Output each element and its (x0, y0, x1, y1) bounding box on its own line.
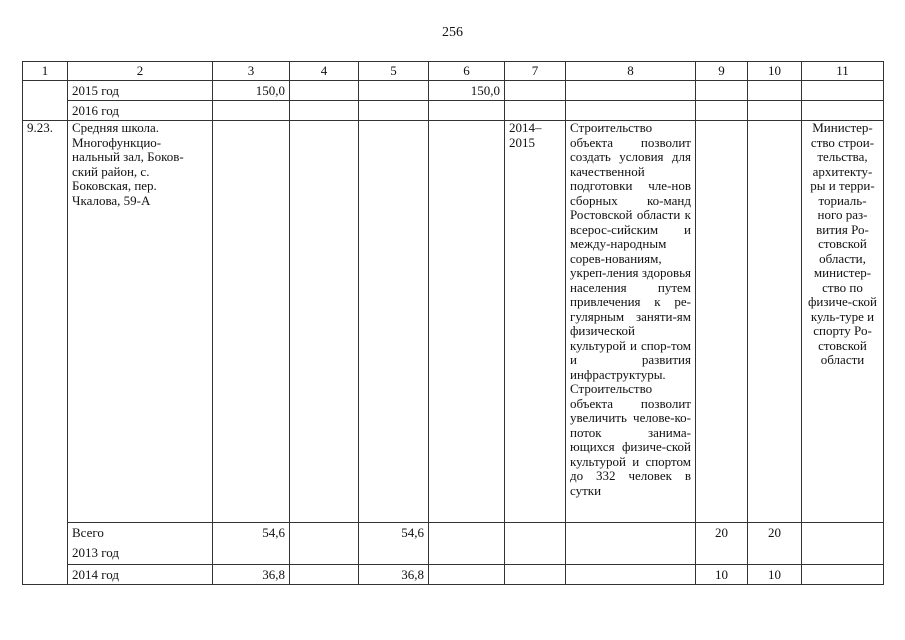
row-label: 2016 год (68, 101, 213, 121)
col-header: 5 (359, 62, 429, 81)
row-label: 2015 год (68, 81, 213, 101)
col-header: 9 (696, 62, 748, 81)
object-name: Средняя школа. Многофункцио-нальный зал, Боков-ский район, с. Боковская, пер. Чкалова, 59-А (68, 121, 213, 523)
col-header: 1 (23, 62, 68, 81)
row-label: 2013 год (72, 545, 119, 560)
period-cell: 2014–2015 (505, 121, 566, 523)
header-row (23, 62, 884, 81)
page-number: 256 (442, 25, 463, 40)
value-cell: 150,0 (429, 81, 505, 101)
col-header: 2 (68, 62, 213, 81)
value-cell: 36,8 (359, 565, 429, 585)
value-cell: 10 (696, 565, 748, 585)
table-row (23, 101, 884, 121)
executor-cell: Министер-ство строи-тельства, архитекту-ры и терри-ториаль-ного раз-вития Ро-стовской области, министер-ство по физиче-ской куль-туре и спорту Ро-стовской области (802, 121, 884, 523)
col-header: 4 (290, 62, 359, 81)
value-cell: 10 (748, 565, 802, 585)
col-header: 8 (566, 62, 696, 81)
col-header: 11 (802, 62, 884, 81)
col-header: 10 (748, 62, 802, 81)
col-header: 3 (213, 62, 290, 81)
value-cell: 20 (748, 523, 802, 565)
value-cell: 150,0 (213, 81, 290, 101)
program-table (22, 61, 884, 585)
col-header: 6 (429, 62, 505, 81)
table-row (23, 523, 884, 565)
value-cell: 54,6 (213, 523, 290, 565)
table-row (23, 121, 884, 523)
table-row (23, 81, 884, 101)
value-cell: 36,8 (213, 565, 290, 585)
row-label: 2014 год (68, 565, 213, 585)
value-cell: 20 (696, 523, 748, 565)
item-number: 9.23. (23, 121, 68, 585)
table-row (23, 565, 884, 585)
col-header: 7 (505, 62, 566, 81)
value-cell: 54,6 (359, 523, 429, 565)
empty-cell (23, 81, 68, 121)
description-cell: Строительство объекта позволит создать условия для качественной подготовки чле-нов сборных ко-манд Ростовской области к всерос-сийским и между-народным сорев-нованиям, укреп-ления здоровья населения путем привлечения к ре-гулярным заняти-ям физической культурой и спор-том и развития инфраструктуры. Строительство объекта позволит увеличить челове-ко-поток занима-ющихся физиче-ской культурой и спортом до 332 человек в сутки (566, 121, 696, 523)
row-label: Всего (72, 525, 104, 540)
